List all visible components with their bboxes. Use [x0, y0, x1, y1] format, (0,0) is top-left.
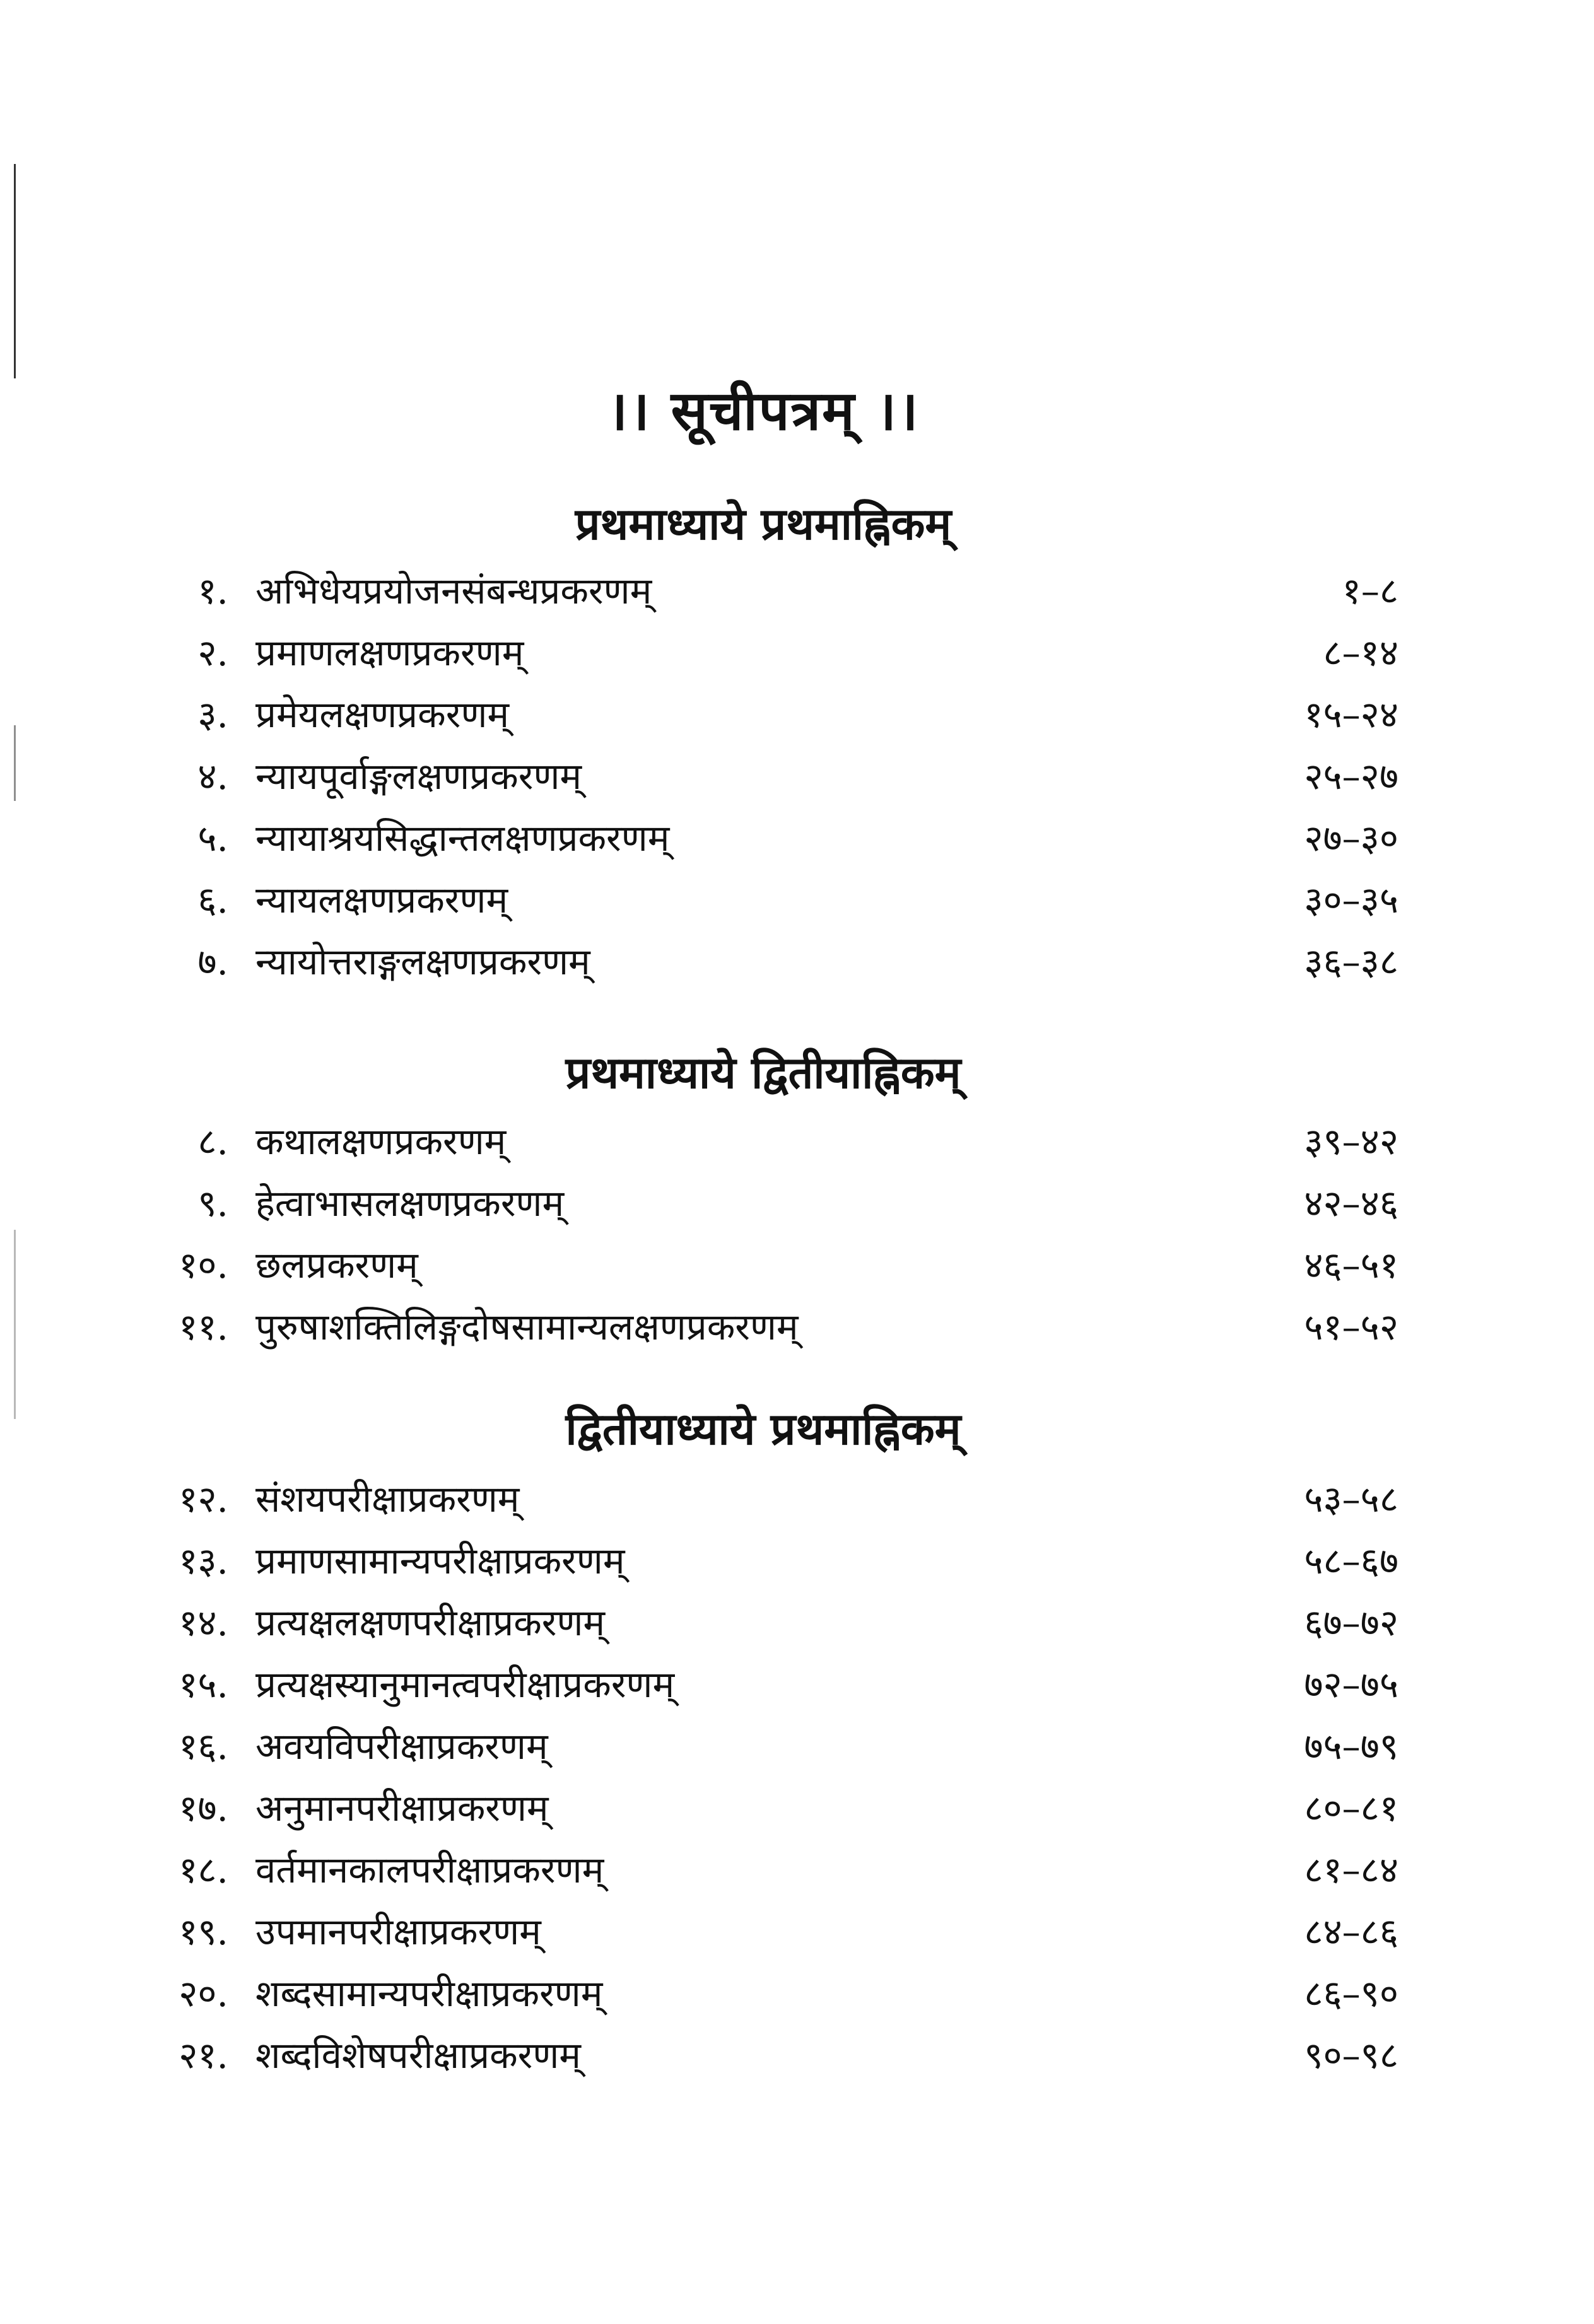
entry-number: ९.: [197, 1182, 228, 1225]
entry-pages: २७–३०: [1304, 817, 1398, 860]
entry-title: शब्दविशेषपरीक्षाप्रकरणम्: [255, 2034, 581, 2077]
section-heading: प्रथमाध्याये प्रथमाह्निकम्: [575, 498, 952, 550]
entry-title: न्यायाश्रयसिद्धान्तलक्षणप्रकरणम्: [255, 817, 670, 860]
toc-entry: [0, 688, 1594, 749]
entry-title: छलप्रकरणम्: [255, 1244, 418, 1287]
entry-number: २१.: [179, 2034, 228, 2077]
toc-entry: [0, 1177, 1594, 1237]
toc-entry: [0, 1843, 1594, 1904]
entry-number: १.: [197, 569, 228, 612]
toc-entry: [0, 812, 1594, 872]
entry-title: अभिधेयप्रयोजनसंबन्धप्रकरणम्: [255, 569, 652, 612]
entry-title: हेत्वाभासलक्षणप्रकरणम्: [255, 1182, 565, 1225]
entry-title: उपमानपरीक्षाप्रकरणम्: [255, 1910, 541, 1953]
entry-title: प्रत्यक्षलक्षणपरीक्षाप्रकरणम्: [255, 1601, 606, 1644]
entry-number: १५.: [179, 1663, 228, 1706]
toc-entry: [0, 1300, 1594, 1361]
entry-title: शब्दसामान्यपरीक्षाप्रकरणम्: [255, 1972, 603, 2015]
toc-entry: [0, 1596, 1594, 1657]
toc-entry: [0, 873, 1594, 934]
entry-pages: ५८–६७: [1304, 1539, 1398, 1582]
entry-number: १२.: [179, 1478, 228, 1521]
entry-title: प्रमाणलक्षणप्रकरणम्: [255, 631, 524, 674]
entry-title: अवयविपरीक्षाप्रकरणम्: [255, 1725, 548, 1768]
toc-entry: [0, 1534, 1594, 1595]
entry-number: ५.: [197, 817, 228, 860]
toc-entry: [0, 626, 1594, 687]
entry-pages: ४२–४६: [1304, 1182, 1398, 1225]
entry-pages: ३०–३५: [1304, 879, 1398, 921]
section-heading: प्रथमाध्याये द्वितीयाह्निकम्: [565, 1046, 961, 1099]
entry-title: प्रमाणसामान्यपरीक्षाप्रकरणम्: [255, 1539, 625, 1582]
toc-entry: [0, 1967, 1594, 2028]
entry-number: ८.: [197, 1120, 228, 1163]
section-heading: द्वितीयाध्याये प्रथमाह्निकम्: [565, 1403, 961, 1455]
toc-entry: [0, 935, 1594, 996]
entry-pages: ८०–८१: [1304, 1787, 1398, 1830]
entry-number: ७.: [197, 940, 228, 983]
entry-pages: ७२–७५: [1304, 1663, 1398, 1706]
entry-number: ६.: [197, 879, 228, 921]
entry-pages: ७५–७९: [1304, 1725, 1398, 1768]
entry-number: १७.: [179, 1787, 228, 1830]
entry-pages: ३९–४२: [1304, 1120, 1398, 1163]
toc-entry: [0, 1658, 1594, 1719]
entry-pages: ८–१४: [1323, 631, 1398, 674]
toc-entry: [0, 750, 1594, 810]
entry-pages: ५३–५८: [1304, 1478, 1398, 1521]
entry-pages: २५–२७: [1304, 755, 1398, 798]
toc-entry: [0, 2029, 1594, 2089]
toc-entry: [0, 1905, 1594, 1966]
entry-number: ११.: [179, 1305, 228, 1348]
entry-title: पुरुषाशक्तिलिङ्गदोषसामान्यलक्षणप्रकरणम्: [255, 1305, 799, 1348]
entry-title: वर्तमानकालपरीक्षाप्रकरणम्: [255, 1848, 604, 1891]
entry-title: अनुमानपरीक्षाप्रकरणम्: [255, 1787, 549, 1830]
entry-number: १४.: [179, 1601, 228, 1644]
page-title: ।। सूचीपत्रम् ।।: [607, 379, 920, 443]
entry-number: १६.: [179, 1725, 228, 1768]
entry-title: न्यायोत्तराङ्गलक्षणप्रकरणम्: [255, 940, 590, 983]
entry-title: कथालक्षणप्रकरणम्: [255, 1120, 507, 1163]
entry-title: प्रत्यक्षस्यानुमानत्वपरीक्षाप्रकरणम्: [255, 1663, 675, 1706]
toc-entry: [0, 1115, 1594, 1176]
toc-entry: [0, 564, 1594, 625]
entry-pages: ३६–३८: [1304, 940, 1398, 983]
entry-number: ३.: [197, 693, 228, 736]
entry-pages: ९०–९८: [1304, 2034, 1398, 2077]
entry-title: प्रमेयलक्षणप्रकरणम्: [255, 693, 510, 736]
entry-number: १८.: [179, 1848, 228, 1891]
entry-number: १०.: [179, 1244, 228, 1287]
toc-entry: [0, 1239, 1594, 1299]
entry-pages: १–८: [1342, 569, 1398, 612]
entry-pages: ८६–९०: [1304, 1972, 1398, 2015]
entry-number: १३.: [179, 1539, 228, 1582]
entry-pages: १५–२४: [1304, 693, 1398, 736]
entry-number: २.: [197, 631, 228, 674]
entry-number: २०.: [179, 1972, 228, 2015]
toc-entry: [0, 1782, 1594, 1842]
entry-title: न्यायलक्षणप्रकरणम्: [255, 879, 508, 921]
entry-title: संशयपरीक्षाप्रकरणम्: [255, 1478, 520, 1521]
entry-pages: ४६–५१: [1304, 1244, 1398, 1287]
entry-number: ४.: [197, 755, 228, 798]
toc-entry: [0, 1720, 1594, 1780]
toc-entry: [0, 1473, 1594, 1533]
entry-pages: ५१–५२: [1304, 1305, 1398, 1348]
entry-pages: ८१–८४: [1304, 1848, 1398, 1891]
entry-pages: ६७–७२: [1304, 1601, 1398, 1644]
entry-number: १९.: [179, 1910, 228, 1953]
scan-edge-mark: [14, 164, 16, 378]
entry-pages: ८४–८६: [1304, 1910, 1398, 1953]
entry-title: न्यायपूर्वाङ्गलक्षणप्रकरणम्: [255, 755, 582, 798]
